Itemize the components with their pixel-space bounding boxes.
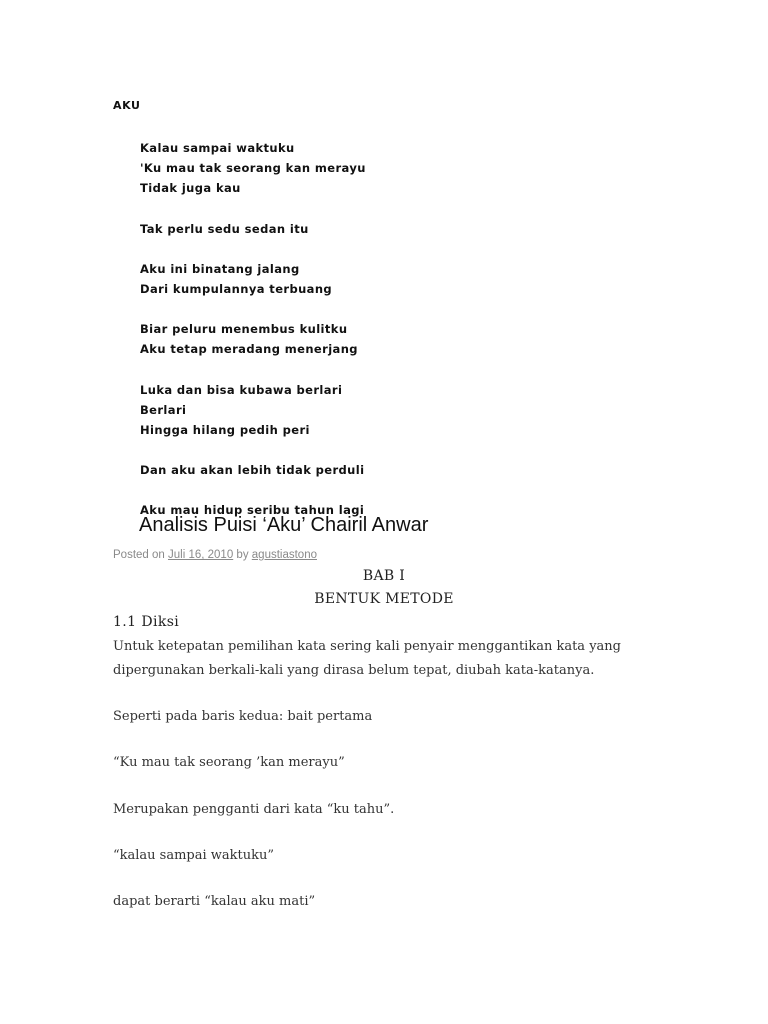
body-paragraph: “Ku mau tak seorang ’kan merayu”	[113, 755, 345, 770]
poem-line: Dan aku akan lebih tidak perduli	[140, 463, 365, 478]
poem-line: Tak perlu sedu sedan itu	[140, 221, 309, 236]
poem-stanza	[140, 380, 366, 441]
poem-line: Biar peluru menembus kulitku	[140, 322, 348, 337]
by-label: by	[236, 549, 249, 561]
poem-stanza	[140, 138, 366, 199]
post-meta	[113, 549, 317, 561]
poem-stanza	[140, 460, 366, 480]
poem-stanza	[140, 259, 366, 299]
poem-body	[140, 138, 366, 521]
body-paragraph: dapat berarti “kalau aku mati”	[113, 894, 316, 909]
poem-line: Aku mau hidup seribu tahun lagi	[140, 503, 365, 518]
poem-line: Kalau sampai waktuku	[140, 141, 295, 155]
poem-line: Hingga hilang pedih peri	[140, 423, 310, 438]
poem-stanza	[140, 219, 366, 239]
poem-line: Aku tetap meradang menerjang	[140, 342, 358, 357]
poem-line: Tidak juga kau	[140, 181, 241, 196]
article-title: Analisis Puisi ‘Aku’ Chairil Anwar	[139, 514, 429, 536]
author-link[interactable]: agustiastono	[251, 549, 317, 561]
body-paragraph: “kalau sampai waktuku”	[113, 848, 275, 863]
poem-line: Dari kumpulannya terbuang	[140, 282, 333, 297]
post-date-link[interactable]: Juli 16, 2010	[168, 549, 234, 561]
poem-line: Aku ini binatang jalang	[140, 261, 300, 276]
body-paragraph: Untuk ketepatan pemilihan kata sering kali penyair menggantikan kata yang	[113, 639, 621, 654]
poem-line: Berlari	[140, 402, 187, 417]
poem-stanza	[140, 319, 366, 359]
poem-line: Luka dan bisa kubawa berlari	[140, 382, 343, 397]
body-paragraph: Merupakan pengganti dari kata “ku tahu”.	[113, 802, 395, 817]
chapter-subtitle: BENTUK METODE	[314, 591, 454, 607]
body-paragraph: Seperti pada baris kedua: bait pertama	[113, 709, 373, 724]
section-heading: 1.1 Diksi	[113, 614, 180, 630]
posted-on-label: Posted on	[113, 549, 165, 561]
poem-title: AKU	[113, 99, 141, 112]
chapter-heading: BAB I	[362, 568, 406, 584]
poem-line: 'Ku mau tak seorang kan merayu	[140, 161, 366, 176]
body-paragraph: dipergunakan berkali-kali yang dirasa belum tepat, diubah kata-katanya.	[113, 663, 595, 678]
